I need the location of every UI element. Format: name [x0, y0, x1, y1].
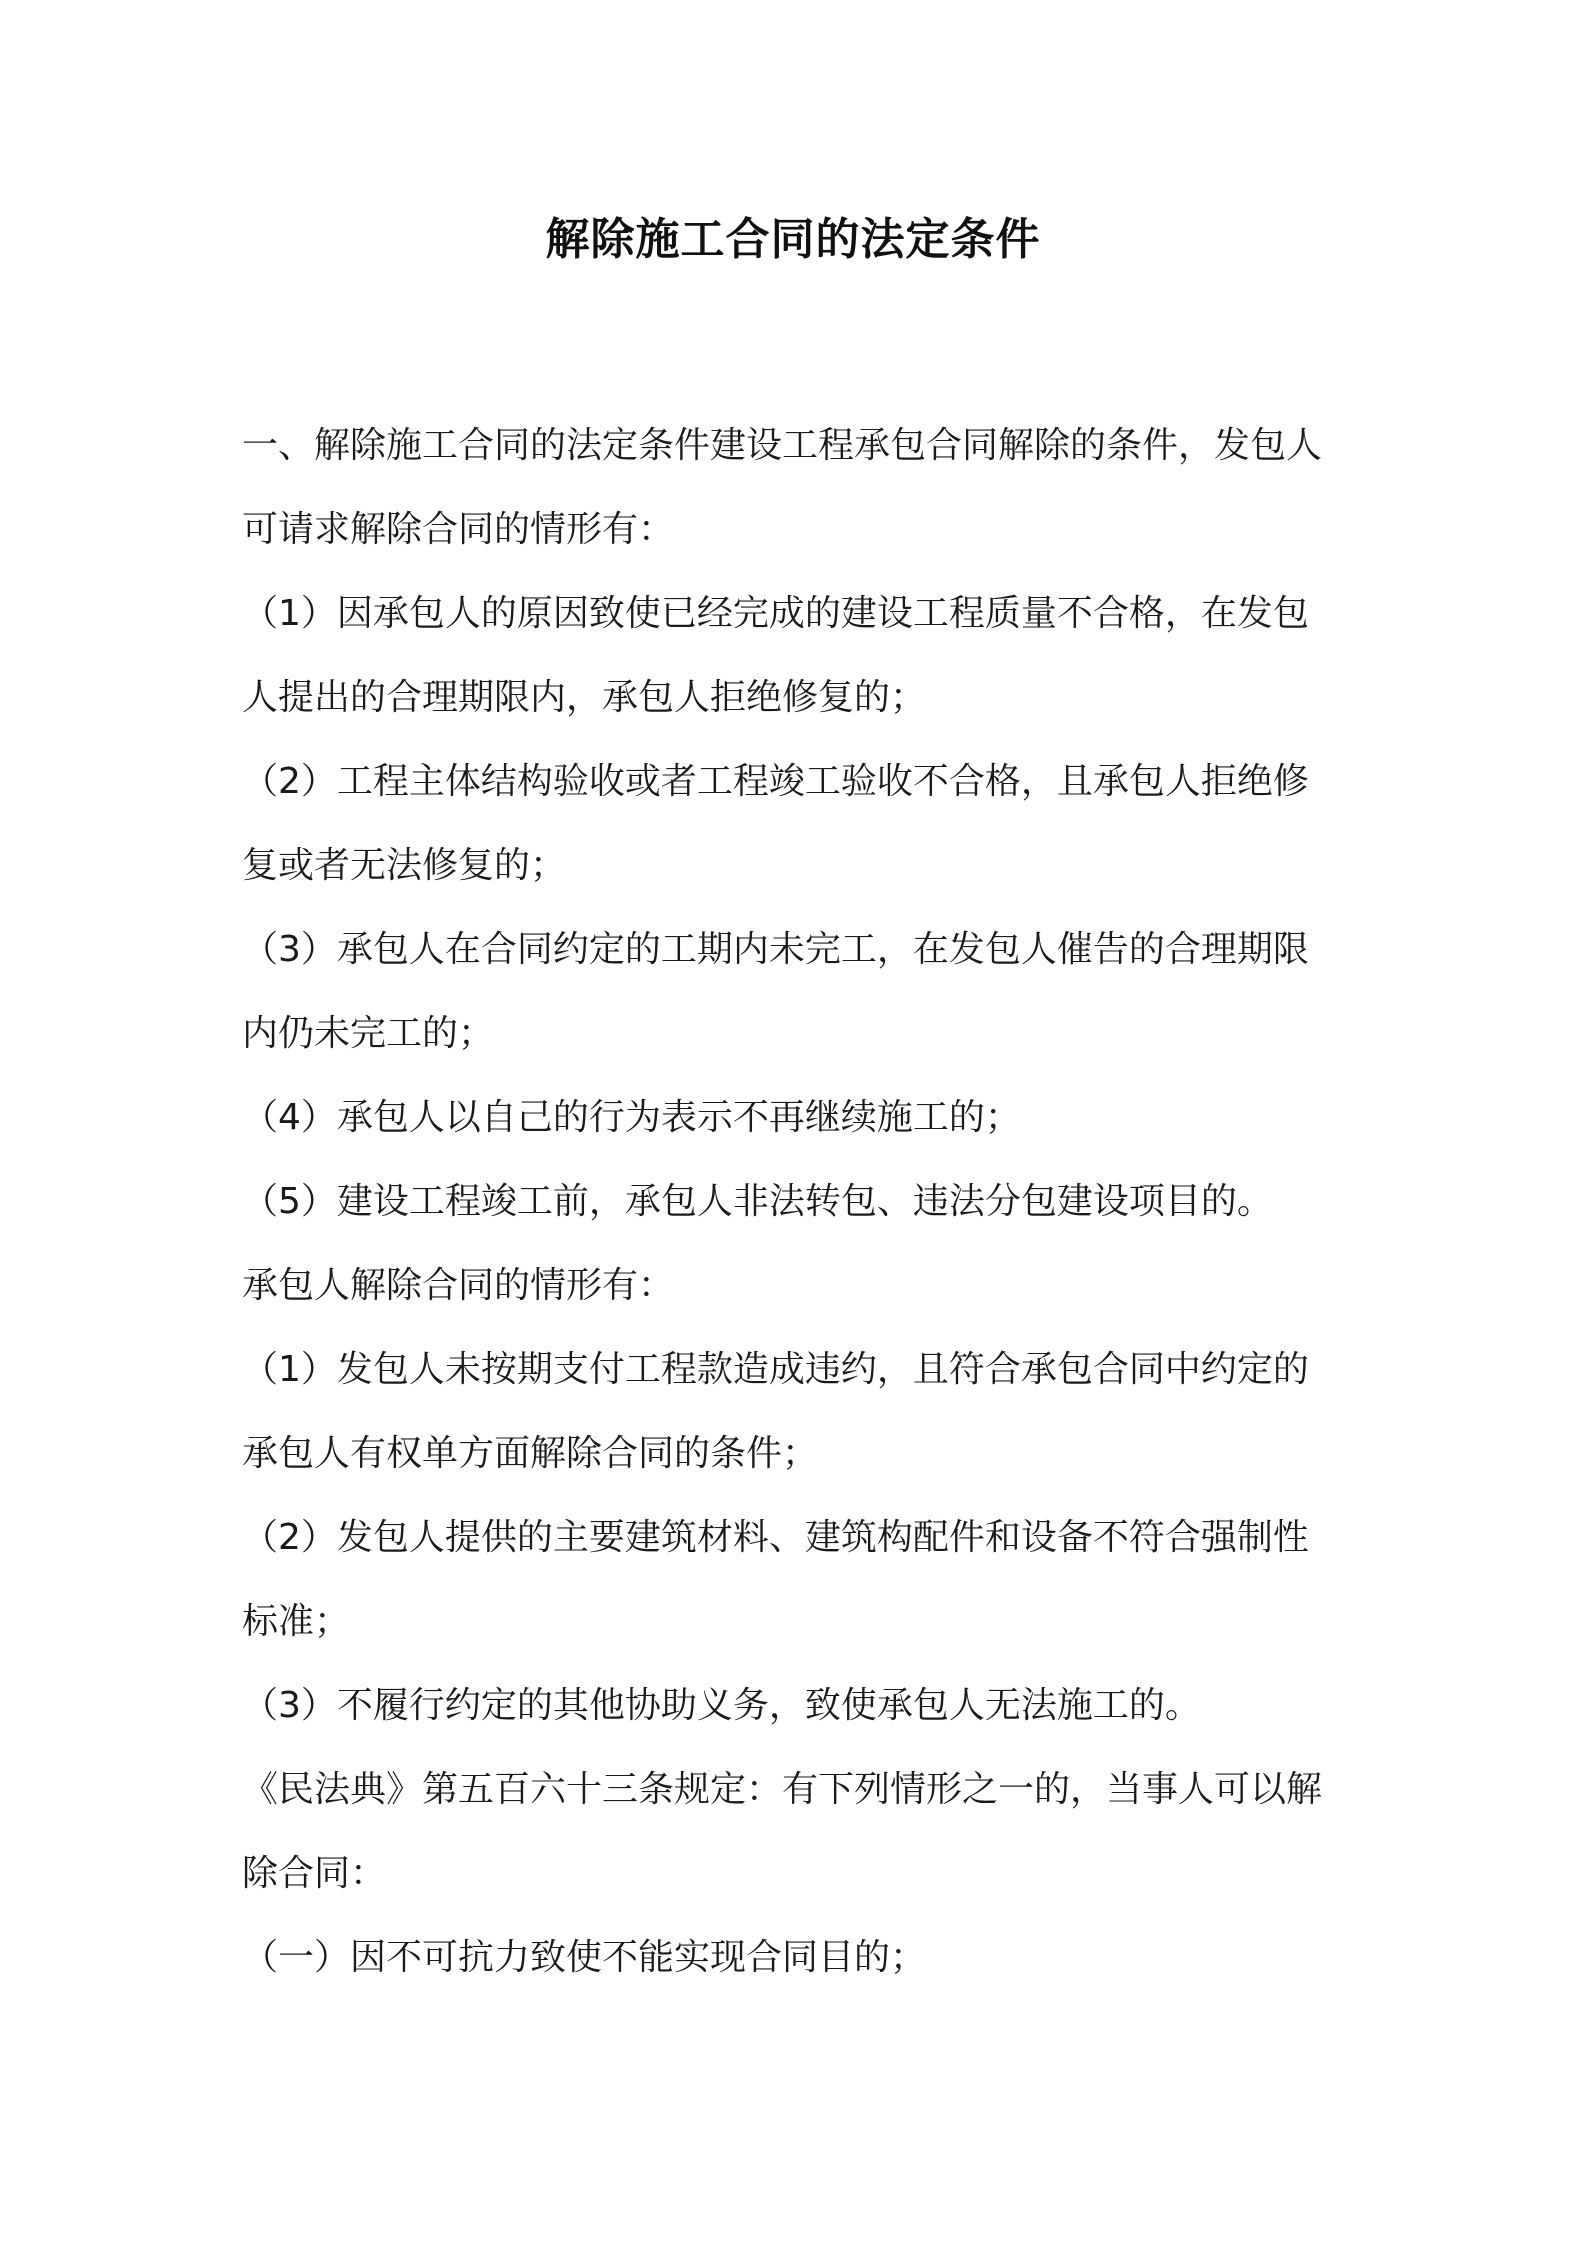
paragraph-line: 人提出的合理期限内，承包人拒绝修复的； — [242, 677, 927, 718]
paragraph-line: 承包人有权单方面解除合同的条件； — [242, 1433, 819, 1474]
paragraph-line: 内仍未完工的； — [242, 1013, 495, 1054]
paragraph-line: （5）建设工程竣工前，承包人非法转包、违法分包建设项目的。 — [242, 1181, 1273, 1222]
paragraph-line: （一）因不可抗力致使不能实现合同目的； — [242, 1937, 927, 1978]
document-body — [242, 404, 1357, 2000]
paragraph-line: （1）发包人未按期支付工程款造成违约，且符合承包合同中约定的 — [242, 1349, 1309, 1390]
paragraph-line: 复或者无法修复的； — [242, 845, 567, 886]
paragraph-line: （4）承包人以自己的行为表示不再继续施工的； — [242, 1097, 1021, 1138]
paragraph-line: 标准； — [242, 1601, 351, 1642]
paragraph-line: 除合同： — [242, 1853, 387, 1894]
paragraph-line: （1）因承包人的原因致使已经完成的建设工程质量不合格，在发包 — [242, 593, 1309, 634]
paragraph-line: （3）不履行约定的其他协助义务，致使承包人无法施工的。 — [242, 1685, 1201, 1726]
paragraph-line: 承包人解除合同的情形有： — [242, 1265, 675, 1306]
paragraph-line: （2）工程主体结构验收或者工程竣工验收不合格，且承包人拒绝修 — [242, 761, 1309, 802]
paragraph-line: 可请求解除合同的情形有： — [242, 509, 675, 550]
paragraph-line: （3）承包人在合同约定的工期内未完工，在发包人催告的合理期限 — [242, 929, 1309, 970]
page-title: 解除施工合同的法定条件 — [545, 214, 1041, 265]
paragraph-line: （2）发包人提供的主要建筑材料、建筑构配件和设备不符合强制性 — [242, 1517, 1309, 1558]
paragraph-line: 一、解除施工合同的法定条件建设工程承包合同解除的条件，发包人 — [242, 425, 1323, 466]
paragraph-line: 《民法典》第五百六十三条规定：有下列情形之一的，当事人可以解 — [242, 1769, 1323, 1810]
